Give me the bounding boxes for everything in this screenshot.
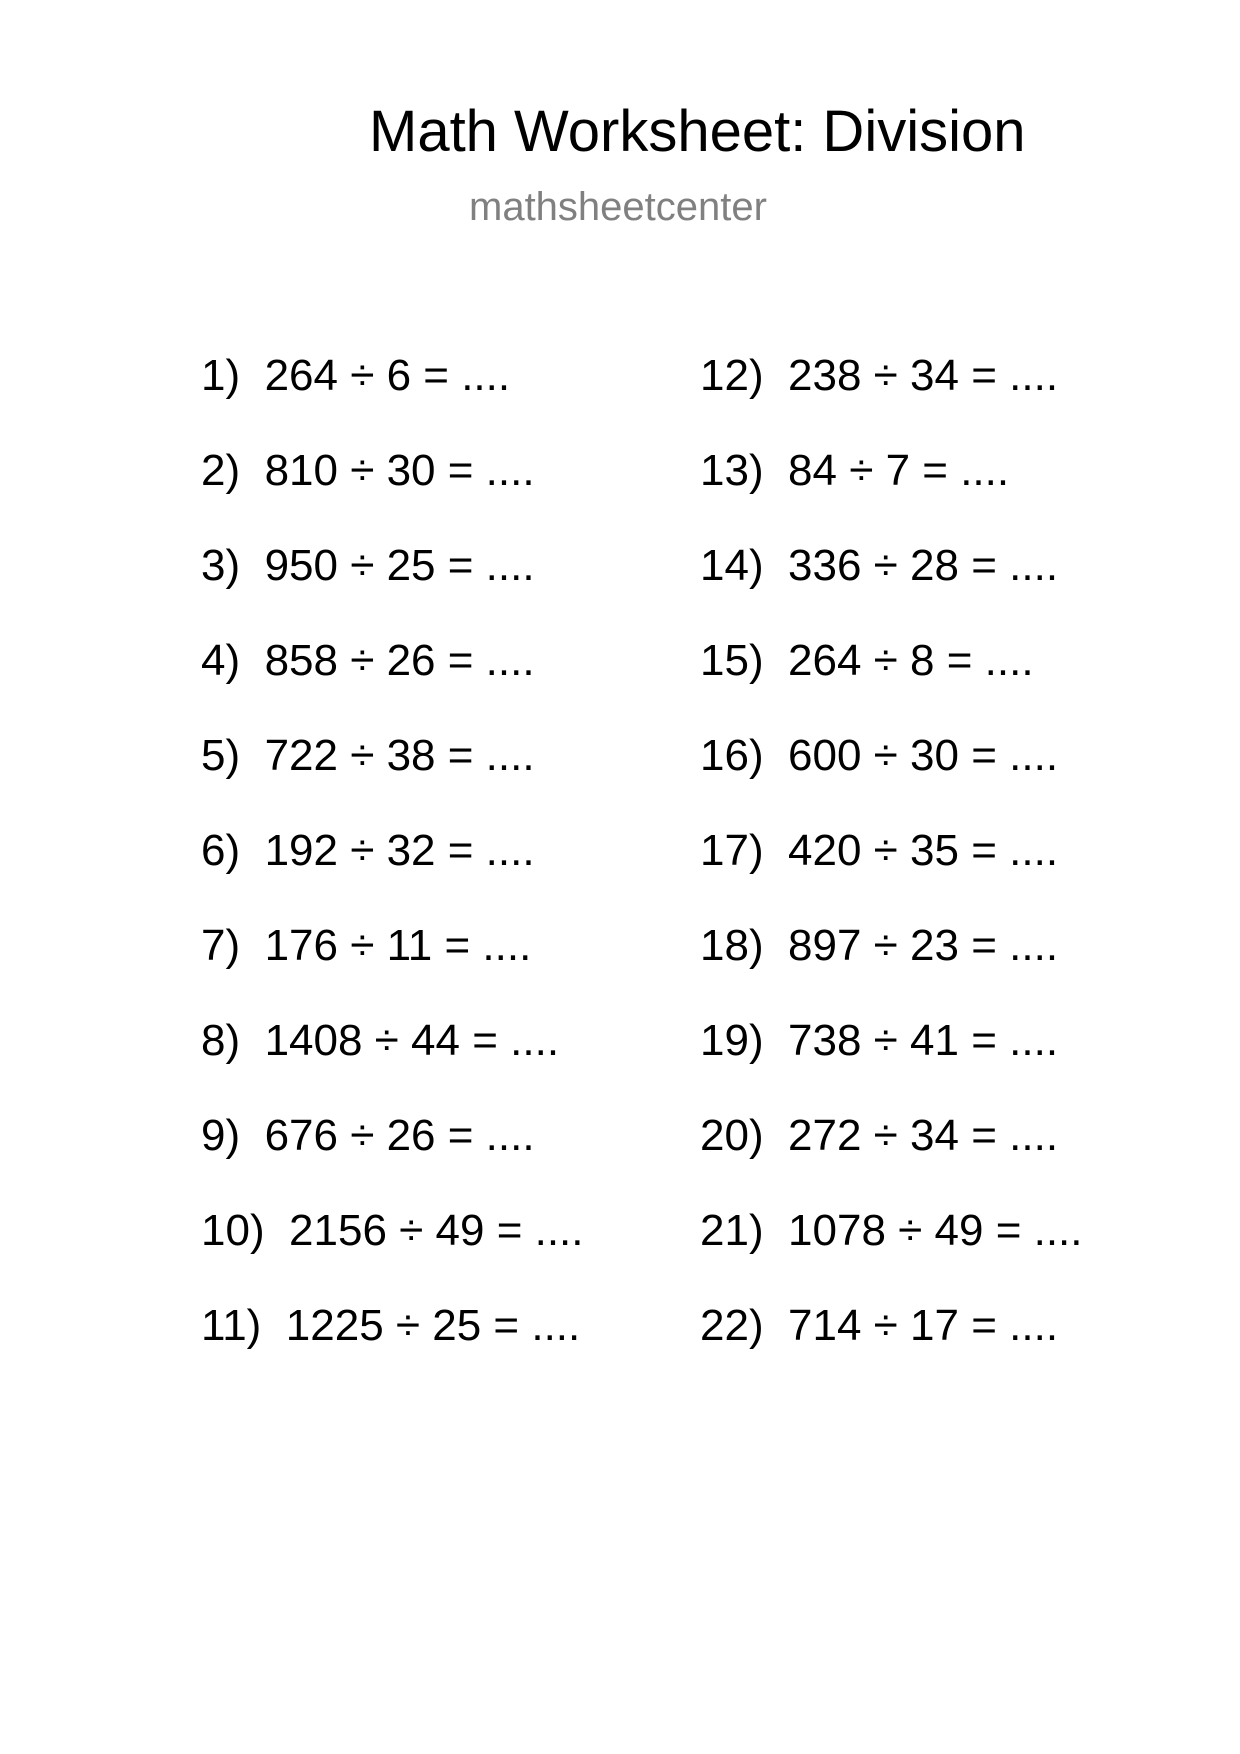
problem-10: 10) 2156 ÷ 49 = ....: [201, 1206, 584, 1255]
problem-16: 16) 600 ÷ 30 = ....: [700, 731, 1059, 780]
worksheet-title: Math Worksheet: Division: [369, 99, 1026, 164]
problem-20: 20) 272 ÷ 34 = ....: [700, 1111, 1059, 1160]
problem-7: 7) 176 ÷ 11 = ....: [201, 921, 532, 970]
worksheet-source: mathsheetcenter: [469, 185, 767, 229]
problem-8: 8) 1408 ÷ 44 = ....: [201, 1016, 560, 1065]
problem-5: 5) 722 ÷ 38 = ....: [201, 731, 535, 780]
problem-15: 15) 264 ÷ 8 = ....: [700, 636, 1034, 685]
problem-9: 9) 676 ÷ 26 = ....: [201, 1111, 535, 1160]
problem-13: 13) 84 ÷ 7 = ....: [700, 446, 1010, 495]
problem-4: 4) 858 ÷ 26 = ....: [201, 636, 535, 685]
problem-18: 18) 897 ÷ 23 = ....: [700, 921, 1059, 970]
problem-17: 17) 420 ÷ 35 = ....: [700, 826, 1059, 875]
problem-3: 3) 950 ÷ 25 = ....: [201, 541, 535, 590]
problem-6: 6) 192 ÷ 32 = ....: [201, 826, 535, 875]
problems-left-column: [201, 350, 584, 1395]
problem-19: 19) 738 ÷ 41 = ....: [700, 1016, 1059, 1065]
problem-1: 1) 264 ÷ 6 = ....: [201, 351, 511, 400]
problem-11: 11) 1225 ÷ 25 = ....: [201, 1301, 581, 1350]
problem-21: 21) 1078 ÷ 49 = ....: [700, 1206, 1083, 1255]
problem-14: 14) 336 ÷ 28 = ....: [700, 541, 1059, 590]
problem-12: 12) 238 ÷ 34 = ....: [700, 351, 1059, 400]
problem-22: 22) 714 ÷ 17 = ....: [700, 1301, 1059, 1350]
problems-right-column: [700, 350, 1083, 1395]
problem-2: 2) 810 ÷ 30 = ....: [201, 446, 535, 495]
